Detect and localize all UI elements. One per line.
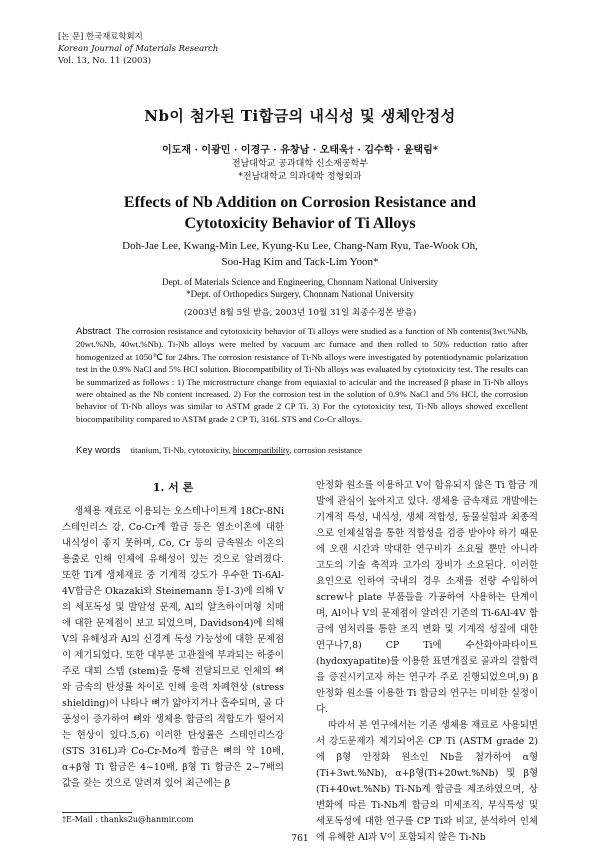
footnote-divider — [62, 812, 132, 813]
right-column-paragraph-2: 따라서 본 연구에서는 기존 생체용 재료로 사용되면서 강도문제가 제기되어온 CP Ti (ASTM grade 2)에 β형 안정화 원소인 Nb을 첨가하여 α형 (Ti+3wt.%Nb), α+β형(Ti+20wt.%Nb) 및 β형 (Ti+40wt.%Nb) Ti-Nb계 합금을 제조하였으며, 상변화에 따른 Ti-Nb계 합금의 미세조직, 부식특성 및 세포독성에 대한 연구를 CP Ti와 비교, 분석하여 인체에 유해한 Al과 V이 포함되지 않은 Ti-Nb — [316, 720, 538, 843]
right-column — [316, 478, 538, 846]
journal-english-name: Korean Journal of Materials Research — [58, 43, 219, 53]
journal-header — [58, 30, 218, 66]
english-affiliation-1: Dept. of Materials Science and Engineering, Chonnam National University — [161, 277, 439, 287]
abstract-label: Abstract — [76, 326, 111, 337]
english-authors-line-2: Soo-Hag Kim and Tack-Lim Yoon* — [221, 256, 379, 268]
english-affiliation-2: *Dept. of Orthopedics Surgery, Chonnam National University — [186, 289, 414, 299]
english-title-line-1: Effects of Nb Addition on Corrosion Resistance and — [123, 194, 477, 211]
english-title — [0, 192, 600, 234]
journal-korean-name: [논 문] 한국재료학회지 — [58, 31, 143, 41]
abstract — [76, 325, 528, 425]
korean-affiliation-2: *전남대학교 의과대학 정형외과 — [238, 172, 362, 182]
left-column — [62, 478, 284, 792]
page-number: 761 — [291, 834, 309, 844]
korean-title: Nb이 첨가된 Ti합금의 내식성 및 생체안정성 — [144, 107, 456, 125]
keywords-list-start: titanium, Ti-Nb, cytotoxicity, — [130, 445, 233, 455]
right-column-paragraph-1: 안정화 원소를 이용하고 V이 함유되지 않은 Ti 합금 개발에 관심이 높아지고 있다. 생체용 금속재료 개발에는 기계적 특성, 내식성, 생체 적합성, 동물실험과 최종적으로 인체실험을 통한 적합성을 검증 받아야 하기 때문에 오랜 시간과 막대한 연구비가 소요될 뿐만 아니라 고도의 기술 축적과 고가의 장비가 소요된다. 이러한 요인으로 인하여 국내의 경우 소재를 전량 수입하여 screw나 plate 부품들을 가공하여 사용하는 단계이며, Al이나 V의 문제점이 알려진 기존의 Ti-6Al-4V 합금에 염처리를 통한 조직 변화 및 기계적 성질에 대한 연구나7,8) CP Ti에 수산화아파타이트(hydoxyapatite)를 이용한 표면개질로 골과의 결합력을 증진시키고자 하는 연구가 주로 진행되었으며,9) β 안정화 원소를 이용한 Ti 합금의 연구는 미비한 실정이다. — [316, 480, 538, 715]
english-authors-line-1: Doh-Jae Lee, Kwang-Min Lee, Kyung-Ku Lee, Chang-Nam Ryu, Tae-Wook Oh, — [122, 240, 478, 252]
left-column-paragraph: 생체용 재료로 이용되는 오스테나이트계 18Cr-8Ni 스테인리스 강, Co-Cr계 합금 등은 염소이온에 대한 내식성이 좋지 못하며, Co, Cr 등의 금속원소 이온의 용출로 인해 인체에 유해성이 있는 것으로 알려졌다. 또한 Ti계 생체재료 중 기계적 강도가 우수한 Ti-6Al-4V합금은 Okazaki와 Steinemann 등1-3)에 의해 V의 세포독성 및 발암성 문제, Al의 알츠하이머형 치매에 대한 문제점이 보고 되었으며, Davidson4)에 의해 V의 유해성과 Al의 신경계 독성 가능성에 대한 문제점이 제기되었다. 또한 대부분 고관절에 부과되는 하중이 주로 대퇴 스템 (stem)을 통해 전달되므로 인체의 뼈와 금속의 탄성률 차이로 인해 응력 차폐현상 (stress shielding)이 나타나 뼈가 얇아지거나 흡수되며, 골 다공성이 증가하여 뼈와 생체용 합금의 적합도가 떨어지는 현상이 있다.5,6) 이러한 탄성률은 스테인리스강 (STS 316L)과 Co-Cr-Mo계 합금은 뼈의 약 10배, α+β형 Ti 합금은 4~10배, β형 Ti 합금은 2~7배의 값을 갖는 것으로 알려져 있어 최근에는 β — [62, 506, 284, 789]
keywords — [76, 445, 528, 456]
keywords-list-end: , corrosion resistance — [289, 445, 362, 455]
keyword-biocompatibility: biocompatibility — [232, 445, 290, 455]
abstract-text: The corrosion resistance and cytotoxicity behavior of Ti alloys were studied as a function of Nb contents(3wt.%Nb, 20wt.%Nb, 40wt.%Nb). Ti-Nb alloys were melted by vacuum arc furnace and then rolled to 50% reduction ratio after homogenized at 1050℃ for 24hrs. The corrosion resistance of Ti-Nb alloys were investigated by potentiodynamic polarization test in the 0.9% NaCl and 5% HCl solution. Biocompatibility of Ti-Nb alloys was evaluated by cytotoxicity test. The results can be summarized as follows : 1) The microstructure change from equiaxial to acicular and the increased β phase in Ti-Nb alloys were obtained as the Nb content increased. 2) For the corrosion test in the solution of 0.9% NaCl and 5% HCl, the corrosion behavior of Ti-Nb alloys was similar to ASTM grade 2 CP Ti. 3) For the cytotoxicity test, Ti-Nb alloys showed excellent biocompatibility compared to ASTM grade 2 CP Ti, 316L STS and Co-Cr alloys. — [76, 326, 528, 424]
english-title-line-2: Cytotoxicity Behavior of Ti Alloys — [184, 215, 416, 232]
english-authors — [0, 238, 600, 270]
section-heading-introduction: 1. 서 론 — [152, 481, 194, 494]
received-dates: (2003년 8월 5일 받음, 2003년 10월 31일 최종수정본 받음) — [183, 308, 417, 318]
korean-affiliation-1: 전남대학교 공과대학 신소재공학부 — [231, 159, 369, 169]
footnote-email: †E-Mail : thanks2u@hanmir.com — [62, 815, 194, 824]
journal-volume: Vol. 13, No. 11 (2003) — [58, 55, 152, 65]
korean-authors: 이도재 · 이광민 · 이경구 · 유창남 · 오태욱† · 김수학 · 윤택림* — [162, 145, 438, 156]
korean-affiliations — [0, 158, 600, 184]
english-affiliations — [0, 276, 600, 300]
keywords-label: Key words — [76, 445, 121, 456]
